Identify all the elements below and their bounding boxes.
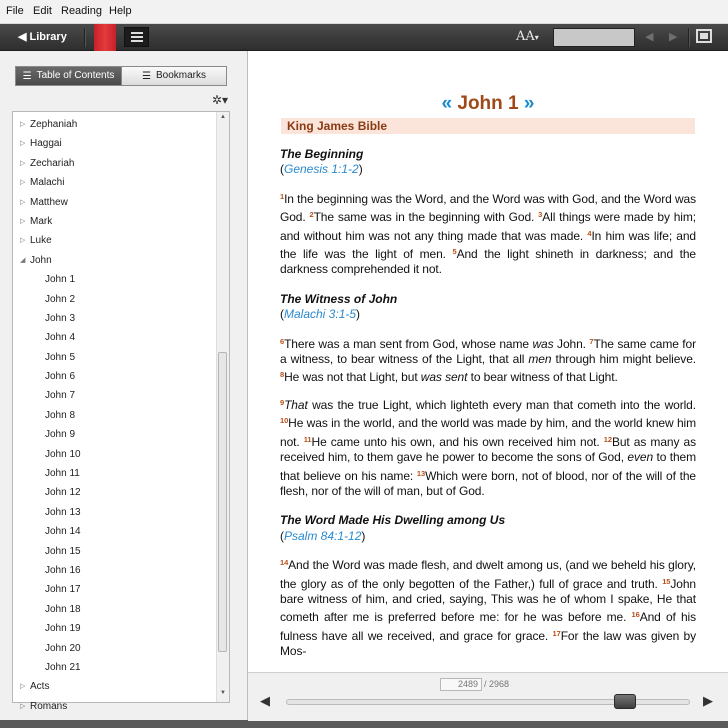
cross-reference[interactable]: (Malachi 3:1-5) [280, 307, 361, 322]
toc-item[interactable] [13, 445, 218, 464]
next-arrow-icon[interactable]: ▶ [669, 31, 678, 43]
toc-tree [12, 111, 230, 712]
page-footer [248, 672, 728, 721]
verse-text: to them that believe on his name: [280, 450, 697, 483]
toc-item-label: John 13 [45, 506, 81, 518]
expand-arrow-icon[interactable]: ▷ [20, 179, 26, 187]
toc-item-label: Romans [30, 700, 68, 712]
verse-number: 12 [603, 434, 612, 444]
toc-item-label: John 8 [45, 409, 76, 421]
verse-paragraph [280, 334, 696, 386]
toc-item-label: John 5 [45, 351, 76, 363]
verse-text: In him was life; and the life was the light of men. [280, 228, 696, 262]
tab-table-of-contents[interactable]: ☰ Table of Contents [15, 66, 122, 86]
toc-item-label: John 19 [45, 623, 81, 635]
toc-item[interactable] [13, 328, 218, 347]
expand-arrow-icon[interactable]: ▷ [20, 217, 26, 225]
verse-number: 9 [280, 397, 285, 407]
toc-item-label: John 17 [45, 584, 81, 596]
cross-reference-link[interactable]: Psalm 84:1-12 [284, 528, 362, 543]
verse-number: 4 [587, 228, 592, 238]
next-page-icon[interactable]: ▶ [703, 693, 713, 708]
fullscreen-icon[interactable] [696, 29, 712, 43]
toc-item-label: Zechariah [30, 157, 75, 169]
chapter-text [280, 147, 696, 660]
prev-arrow-icon[interactable]: ◀ [645, 31, 654, 43]
toc-item[interactable] [13, 425, 218, 444]
toc-item-label: John 2 [45, 293, 76, 305]
toc-item[interactable] [13, 270, 218, 289]
toc-item[interactable] [13, 697, 218, 716]
tab-bookmarks[interactable]: ☰ Bookmarks [121, 66, 227, 86]
section-heading: The Witness of John [280, 291, 398, 306]
toc-item-label: John 12 [45, 487, 81, 499]
chapter-name: John 1 [457, 93, 519, 114]
verse-paragraph [280, 189, 696, 278]
sidebar [0, 51, 248, 720]
menu-help[interactable]: Help [109, 5, 132, 17]
toolbar-divider [688, 28, 690, 47]
verse-text: And of his fulness have all we received, and grace for grace. [280, 610, 697, 643]
toc-list-button[interactable] [124, 27, 149, 47]
verse-number: 15 [662, 576, 671, 586]
list-icon: ☰ [142, 71, 151, 82]
toc-item-label: John 20 [45, 642, 81, 654]
italic-text: men [528, 352, 552, 367]
toc-item-label: Luke [30, 235, 52, 247]
toc-item[interactable] [13, 542, 218, 561]
verse-number: 17 [552, 628, 561, 638]
verse-text: The same came for a witness, to bear witness of the Light, that all [280, 336, 697, 367]
verse-text: The same was in the beginning with God. [313, 210, 539, 225]
toc-item[interactable] [13, 483, 218, 502]
toc-item-label: Mark [30, 215, 53, 227]
menu-file[interactable]: File [6, 5, 24, 17]
toc-list [13, 115, 218, 716]
toc-item[interactable] [13, 522, 218, 541]
menu-edit[interactable]: Edit [33, 5, 52, 17]
cross-reference-link[interactable]: Genesis 1:1-2 [284, 162, 359, 177]
verse-text: He was in the world, and the world was made by him, and the world knew him not. [280, 416, 696, 449]
toc-item-label: John 18 [45, 603, 81, 615]
font-size-button[interactable]: AA▾ [516, 29, 539, 44]
verse-text: was the true Light, which lighteth every man that cometh into the world. [307, 397, 696, 412]
toc-item[interactable] [13, 658, 218, 677]
section-heading: The Beginning [280, 147, 364, 161]
verse-text: There was a man sent from God, whose name [284, 336, 533, 351]
verse-number: 1 [280, 191, 285, 201]
verse-text: to bear witness of that Light. [467, 370, 618, 385]
toc-item[interactable] [13, 231, 218, 250]
verse-text: He was not that Light, but [284, 370, 421, 385]
expand-arrow-icon[interactable]: ▷ [20, 121, 26, 128]
toc-item-label: John 6 [45, 371, 76, 383]
verse-text: But as many as received him, to them gave he power to become the sons of God, [280, 434, 696, 465]
toc-item-label: Zephaniah [30, 119, 78, 130]
toc-item[interactable] [13, 212, 218, 231]
verse-number: 3 [538, 210, 543, 220]
list-icon: ☰ [22, 71, 32, 82]
scroll-down-icon[interactable]: ▼ [220, 690, 226, 696]
toolbar-divider [84, 28, 86, 47]
verse-number: 16 [631, 610, 640, 620]
toc-item[interactable] [13, 639, 218, 658]
italic-text: That [284, 397, 308, 412]
toc-item[interactable] [13, 134, 218, 153]
toc-item[interactable] [13, 309, 218, 328]
verse-number: 14 [280, 558, 289, 568]
toc-item-label: John 1 [45, 274, 76, 286]
toc-item-label: John 15 [45, 545, 81, 557]
book-title: King James Bible [287, 119, 388, 133]
verse-number: 13 [416, 468, 426, 478]
toc-item[interactable] [13, 464, 218, 483]
verse-paragraph [280, 395, 696, 499]
expand-arrow-icon[interactable]: ▷ [20, 702, 26, 710]
toc-item[interactable] [13, 600, 218, 619]
page-total: / 2968 [484, 679, 510, 689]
library-button[interactable]: ◀ Library [18, 31, 67, 43]
expand-arrow-icon[interactable]: ▷ [20, 159, 26, 167]
toc-item[interactable] [13, 115, 218, 134]
toc-item[interactable] [13, 561, 218, 580]
verse-number: 8 [280, 370, 285, 380]
cross-reference-link[interactable]: Malachi 3:1-5 [284, 307, 357, 322]
reader-pane [248, 51, 728, 720]
toc-item-label: John 9 [45, 429, 76, 441]
toc-item[interactable] [13, 193, 218, 212]
toc-item-label: John 7 [45, 390, 76, 402]
toc-item-label: Malachi [30, 177, 65, 189]
toc-item-label: John 4 [45, 332, 76, 344]
verse-paragraph [280, 555, 696, 659]
italic-text: was sent [420, 370, 468, 385]
next-chapter-link[interactable]: » [518, 93, 535, 114]
toc-item[interactable] [13, 290, 218, 309]
verse-text: John bare witness of him, and cried, saying, This was he of whom I spake, He that cometh after me is preferred before me: for he was before me. [280, 576, 696, 625]
toc-item-label: John 3 [45, 312, 76, 324]
toc-item-label: John 10 [45, 448, 81, 460]
toc-item[interactable] [13, 677, 218, 696]
verse-text: And the light shineth in darkness; and the darkness comprehended it not. [280, 247, 697, 277]
toc-item[interactable] [13, 348, 218, 367]
verse-text: Which were born, not of blood, nor of the will of the flesh, nor of the will of man, but of God. [280, 468, 696, 498]
toc-item[interactable] [13, 619, 218, 638]
verse-number: 11 [303, 434, 312, 444]
toc-item[interactable] [13, 503, 218, 522]
toc-item-label: John 11 [45, 468, 80, 480]
italic-text: even [627, 450, 654, 465]
verse-number: 6 [280, 336, 285, 346]
toc-item[interactable] [13, 154, 218, 173]
prev-page-icon[interactable]: ◀ [260, 693, 270, 708]
page-number-input[interactable]: 2489 [440, 678, 482, 691]
scroll-up-icon[interactable]: ▲ [220, 114, 226, 120]
gear-icon[interactable]: ✲▾ [212, 93, 229, 107]
collapse-arrow-icon[interactable]: ◢ [20, 256, 26, 264]
verse-number: 2 [309, 210, 314, 220]
toc-item-label: John 16 [45, 564, 81, 576]
verse-number: 7 [589, 336, 594, 346]
expand-arrow-icon[interactable]: ▷ [20, 140, 26, 148]
verse-text: He came unto his own, and his own received him not. [311, 434, 604, 449]
chapter-title [248, 93, 728, 115]
cross-reference[interactable]: (Psalm 84:1-12) [280, 528, 366, 543]
italic-text: was [532, 336, 554, 351]
toc-item[interactable] [13, 367, 218, 386]
toc-item-label: John 14 [45, 526, 81, 538]
verse-text: In the beginning was the Word, and the Word was with God, and the Word was God. [280, 191, 696, 225]
menu-reading[interactable]: Reading [61, 5, 102, 17]
toc-scrollbar[interactable] [216, 112, 229, 702]
scroll-thumb[interactable] [218, 352, 227, 652]
toc-item[interactable] [13, 406, 218, 425]
toc-item-label: Matthew [30, 196, 68, 208]
book-title-bar [281, 118, 695, 134]
expand-arrow-icon[interactable]: ▷ [20, 237, 26, 245]
prev-chapter-link[interactable]: « [441, 93, 458, 114]
toc-item-label: John [30, 254, 52, 266]
progress-slider-thumb[interactable] [614, 694, 636, 709]
menu-bar [0, 0, 728, 24]
verse-text: through him might believe. [551, 352, 696, 367]
toc-item[interactable] [13, 386, 218, 405]
search-input[interactable] [553, 28, 635, 47]
toc-item[interactable] [13, 251, 218, 270]
toc-item-label: Acts [30, 681, 50, 693]
toc-item-label: John 21 [45, 661, 81, 673]
toc-item-label: Haggai [30, 138, 62, 150]
expand-arrow-icon[interactable]: ▷ [20, 198, 26, 206]
cross-reference[interactable]: (Genesis 1:1-2) [280, 162, 363, 177]
verse-text: John. [553, 336, 590, 351]
verse-number: 5 [452, 247, 457, 257]
toc-item[interactable] [13, 580, 218, 599]
expand-arrow-icon[interactable]: ▷ [20, 683, 26, 691]
verse-text: For the law was given by Mos- [280, 628, 696, 659]
verse-number: 10 [280, 416, 289, 426]
section-heading: The Word Made His Dwelling among Us [280, 513, 506, 528]
verse-text: And the Word was made flesh, and dwelt among us, (and we beheld his glory, the glory as of the only begotten of the Father,) full of grace and truth. [280, 558, 696, 591]
toc-item[interactable] [13, 173, 218, 192]
verse-text: All things were made by him; and without him was not any thing made that was made. [280, 210, 696, 243]
